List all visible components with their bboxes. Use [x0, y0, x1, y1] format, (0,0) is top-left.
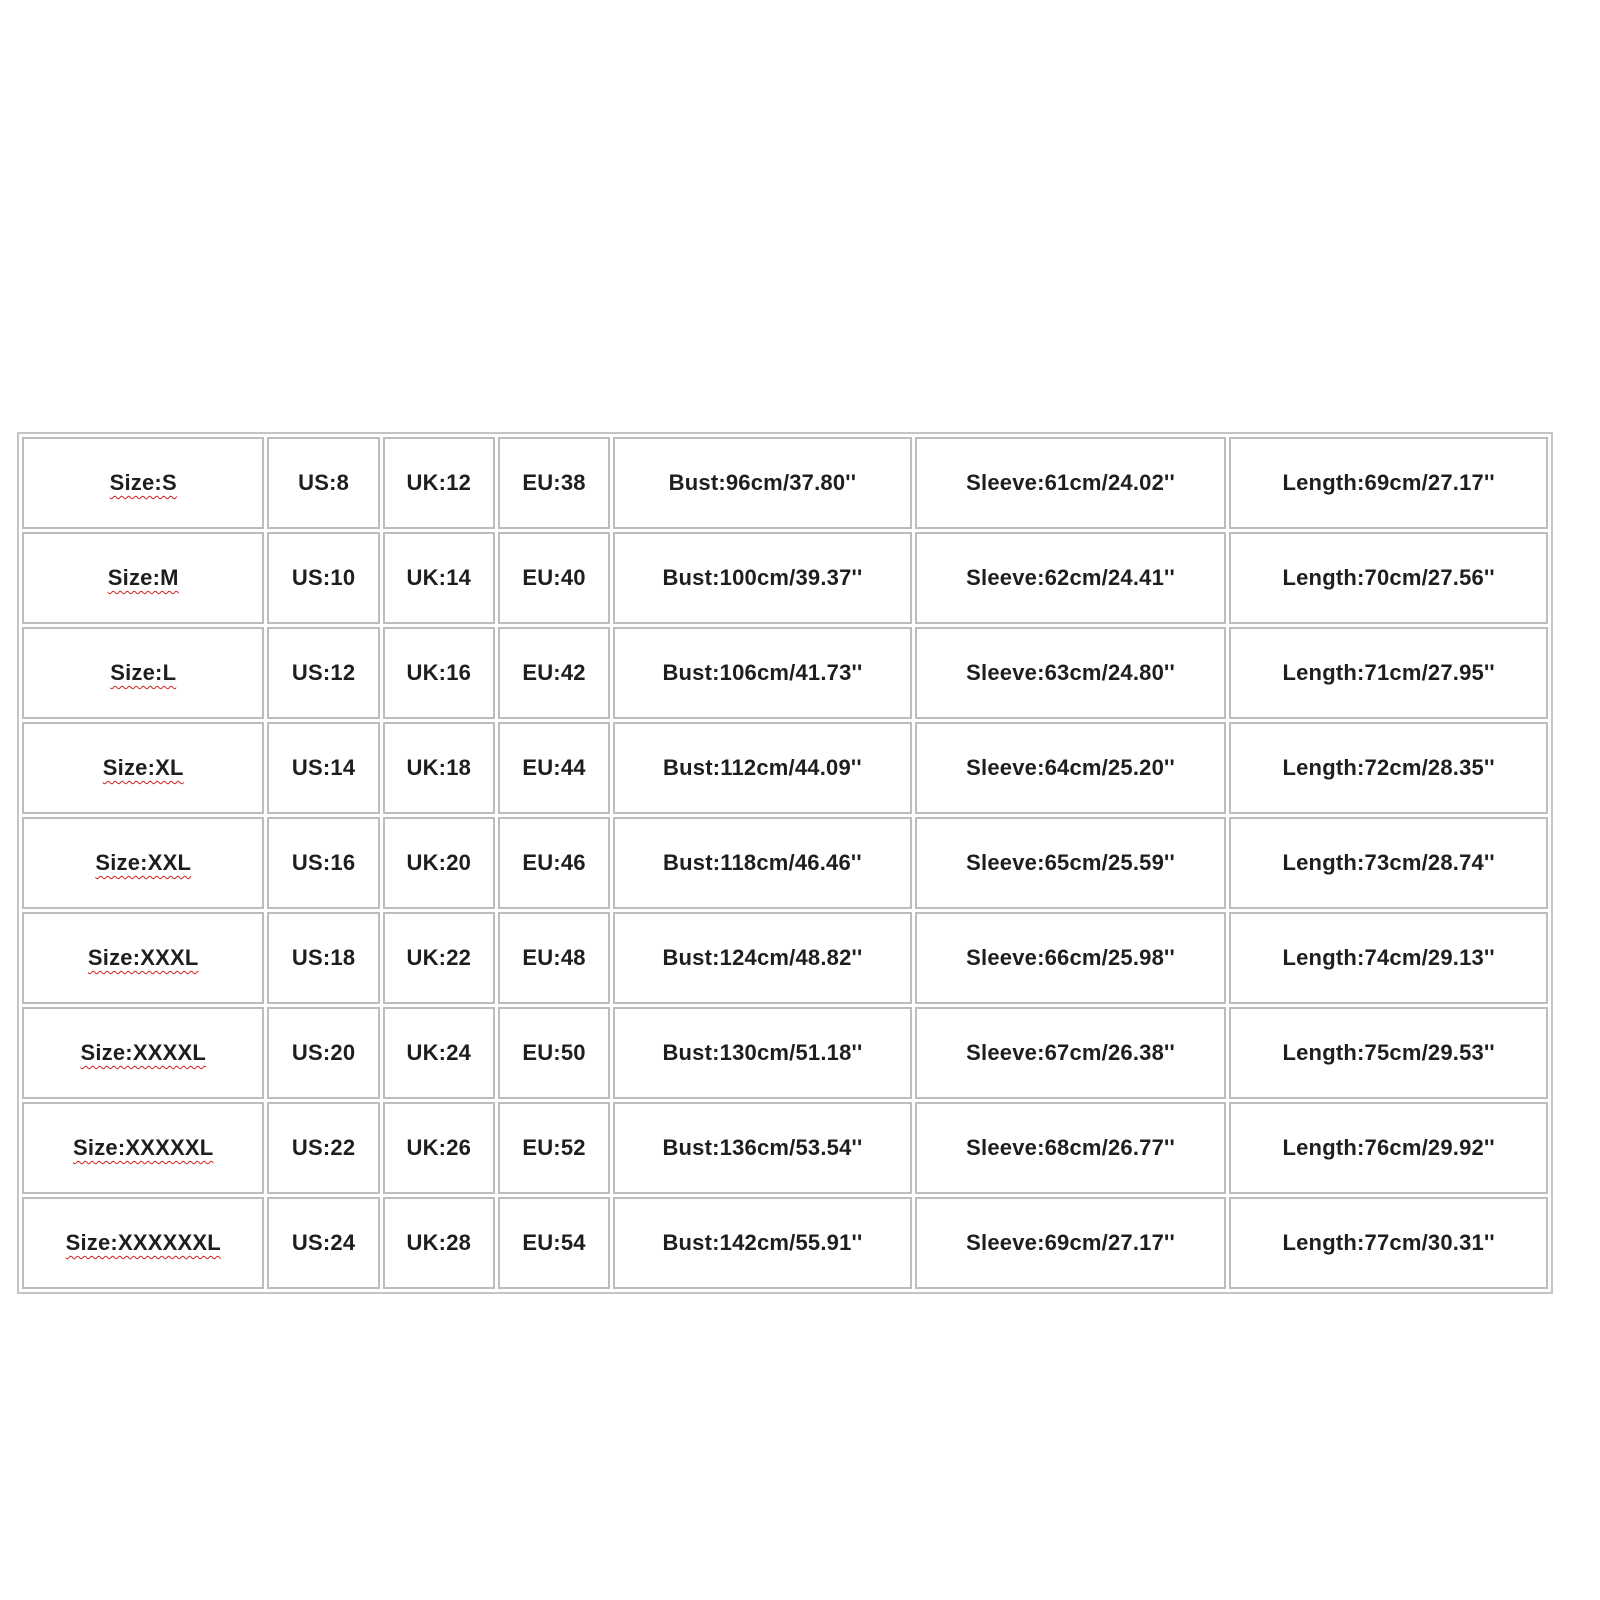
bust-cell: Bust:130cm/51.18'' — [613, 1007, 912, 1099]
eu-size-cell: EU:52 — [498, 1102, 610, 1194]
size-row-m — [22, 532, 1548, 624]
length-cell: Length:72cm/28.35'' — [1229, 722, 1548, 814]
size-cell — [22, 817, 264, 909]
size-chart-grid — [19, 434, 1551, 1292]
size-label: Size:S — [109, 470, 177, 495]
us-size-cell: US:20 — [267, 1007, 379, 1099]
size-row-s — [22, 437, 1548, 529]
size-cell — [22, 437, 264, 529]
size-row-xxxl — [22, 912, 1548, 1004]
sleeve-cell: Sleeve:67cm/26.38'' — [915, 1007, 1227, 1099]
eu-size-cell: EU:40 — [498, 532, 610, 624]
us-size-cell: US:8 — [267, 437, 379, 529]
bust-cell: Bust:96cm/37.80'' — [613, 437, 912, 529]
length-cell: Length:74cm/29.13'' — [1229, 912, 1548, 1004]
length-cell: Length:69cm/27.17'' — [1229, 437, 1548, 529]
sleeve-cell: Sleeve:62cm/24.41'' — [915, 532, 1227, 624]
size-label: Size:L — [110, 660, 177, 685]
sleeve-cell: Sleeve:61cm/24.02'' — [915, 437, 1227, 529]
us-size-cell: US:14 — [267, 722, 379, 814]
size-label: Size:XXXXXXL — [65, 1230, 221, 1255]
size-row-xl — [22, 722, 1548, 814]
eu-size-cell: EU:42 — [498, 627, 610, 719]
eu-size-cell: EU:46 — [498, 817, 610, 909]
uk-size-cell: UK:14 — [383, 532, 495, 624]
sleeve-cell: Sleeve:64cm/25.20'' — [915, 722, 1227, 814]
bust-cell: Bust:112cm/44.09'' — [613, 722, 912, 814]
eu-size-cell: EU:38 — [498, 437, 610, 529]
uk-size-cell: UK:22 — [383, 912, 495, 1004]
uk-size-cell: UK:16 — [383, 627, 495, 719]
length-cell: Length:73cm/28.74'' — [1229, 817, 1548, 909]
sleeve-cell: Sleeve:63cm/24.80'' — [915, 627, 1227, 719]
size-cell — [22, 1197, 264, 1289]
bust-cell: Bust:136cm/53.54'' — [613, 1102, 912, 1194]
uk-size-cell: UK:24 — [383, 1007, 495, 1099]
size-cell — [22, 722, 264, 814]
us-size-cell: US:18 — [267, 912, 379, 1004]
eu-size-cell: EU:50 — [498, 1007, 610, 1099]
length-cell: Length:77cm/30.31'' — [1229, 1197, 1548, 1289]
us-size-cell: US:12 — [267, 627, 379, 719]
length-cell: Length:71cm/27.95'' — [1229, 627, 1548, 719]
uk-size-cell: UK:28 — [383, 1197, 495, 1289]
us-size-cell: US:10 — [267, 532, 379, 624]
bust-cell: Bust:118cm/46.46'' — [613, 817, 912, 909]
uk-size-cell: UK:12 — [383, 437, 495, 529]
bust-cell: Bust:106cm/41.73'' — [613, 627, 912, 719]
size-row-xxxxxxl — [22, 1197, 1548, 1289]
us-size-cell: US:22 — [267, 1102, 379, 1194]
size-label: Size:M — [107, 565, 179, 590]
us-size-cell: US:16 — [267, 817, 379, 909]
size-row-xxxxxl — [22, 1102, 1548, 1194]
uk-size-cell: UK:18 — [383, 722, 495, 814]
size-row-xxxxl — [22, 1007, 1548, 1099]
bust-cell: Bust:124cm/48.82'' — [613, 912, 912, 1004]
size-row-xxl — [22, 817, 1548, 909]
size-chart-table — [17, 432, 1553, 1294]
size-label: Size:XXXXXL — [73, 1135, 214, 1160]
bust-cell: Bust:100cm/39.37'' — [613, 532, 912, 624]
uk-size-cell: UK:26 — [383, 1102, 495, 1194]
size-label: Size:XXXL — [87, 945, 199, 970]
size-cell — [22, 912, 264, 1004]
sleeve-cell: Sleeve:68cm/26.77'' — [915, 1102, 1227, 1194]
length-cell: Length:70cm/27.56'' — [1229, 532, 1548, 624]
size-label: Size:XXL — [95, 850, 192, 875]
length-cell: Length:76cm/29.92'' — [1229, 1102, 1548, 1194]
eu-size-cell: EU:54 — [498, 1197, 610, 1289]
sleeve-cell: Sleeve:69cm/27.17'' — [915, 1197, 1227, 1289]
us-size-cell: US:24 — [267, 1197, 379, 1289]
size-cell — [22, 1102, 264, 1194]
length-cell: Length:75cm/29.53'' — [1229, 1007, 1548, 1099]
size-label: Size:XL — [102, 755, 184, 780]
size-cell — [22, 1007, 264, 1099]
sleeve-cell: Sleeve:66cm/25.98'' — [915, 912, 1227, 1004]
bust-cell: Bust:142cm/55.91'' — [613, 1197, 912, 1289]
eu-size-cell: EU:44 — [498, 722, 610, 814]
uk-size-cell: UK:20 — [383, 817, 495, 909]
size-row-l — [22, 627, 1548, 719]
sleeve-cell: Sleeve:65cm/25.59'' — [915, 817, 1227, 909]
size-label: Size:XXXXL — [80, 1040, 206, 1065]
size-cell — [22, 532, 264, 624]
eu-size-cell: EU:48 — [498, 912, 610, 1004]
size-cell — [22, 627, 264, 719]
